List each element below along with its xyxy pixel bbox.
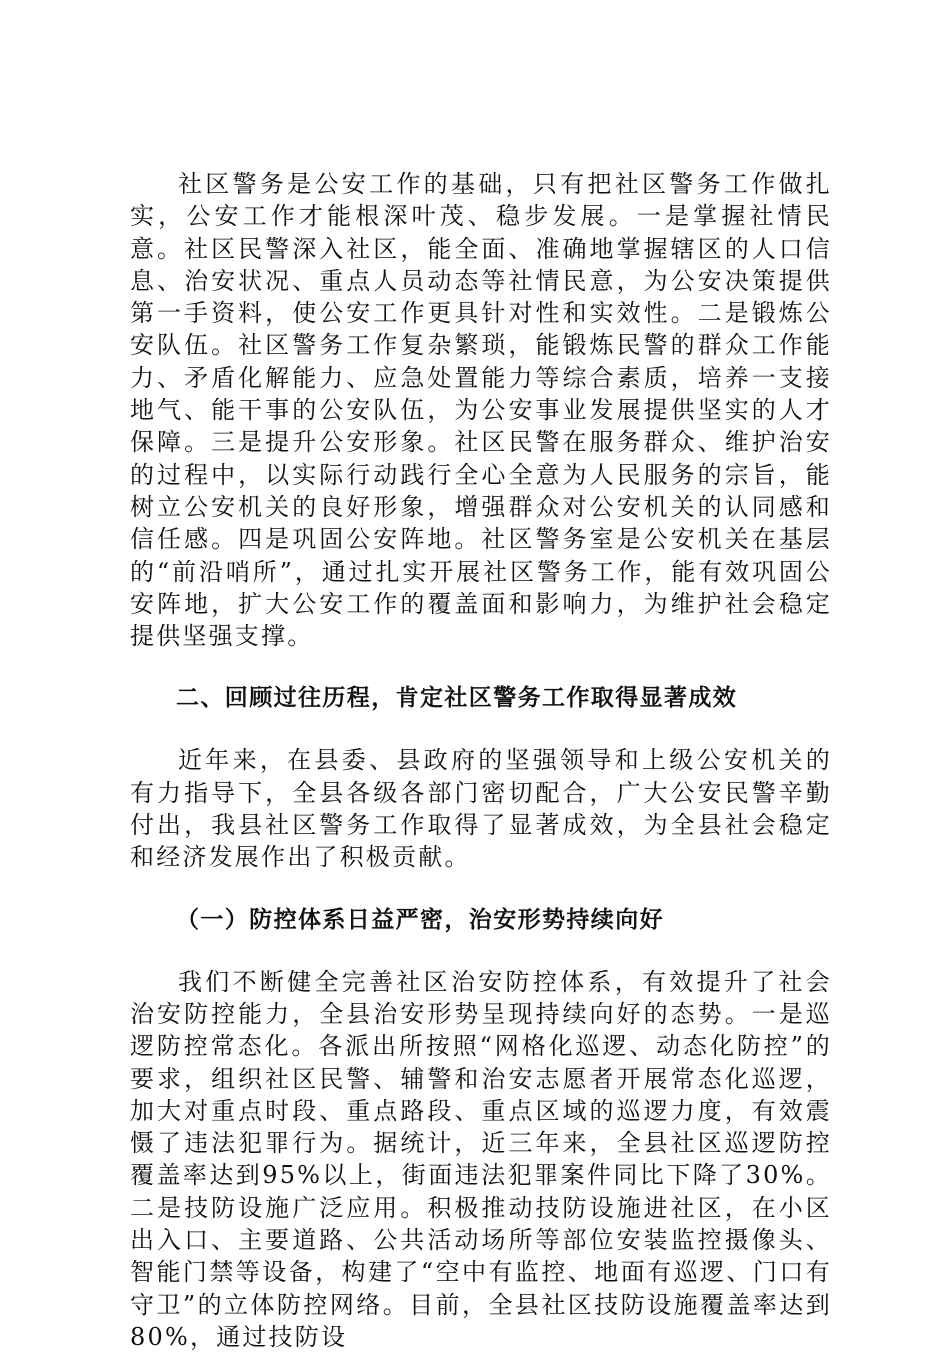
document-body <box>130 168 832 1353</box>
paragraph-prevention-system: 我们不断健全完善社区治安防控体系，有效提升了社会治安防控能力，全县治安形势呈现持续向好的态势。一是巡逻防控常态化。各派出所按照“网格化巡逻、动态化防控”的要求，组织社区民警、辅警和治安志愿者开展常态化巡逻，加大对重点时段、重点路段、重点区域的巡逻力度，有效震慑了违法犯罪行为。据统计，近三年来，全县社区巡逻防控覆盖率达到95%以上，街面违法犯罪案件同比下降了30%。二是技防设施广泛应用。积极推动技防设施进社区，在小区出入口、主要道路、公共活动场所等部位安装监控摄像头、智能门禁等设备，构建了“空中有监控、地面有巡逻、门口有守卫”的立体防控网络。目前，全县社区技防设施覆盖率达到80%，通过技防设 <box>130 967 832 1351</box>
subsection-heading-1: （一）防控体系日益严密，治安形势持续向好 <box>176 906 664 933</box>
paragraph-significance: 社区警务是公安工作的基础，只有把社区警务工作做扎实，公安工作才能根深叶茂、稳步发展。一是掌握社情民意。社区民警深入社区，能全面、准确地掌握辖区的人口信息、治安状况、重点人员动态等社情民意，为公安决策提供第一手资料，使公安工作更具针对性和实效性。二是锻炼公安队伍。社区警务工作复杂繁琐，能锻炼民警的群众工作能力、矛盾化解能力、应急处置能力等综合素质，培养一支接地气、能干事的公安队伍，为公安事业发展提供坚实的人才保障。三是提升公安形象。社区民警在服务群众、维护治安的过程中，以实际行动践行全心全意为人民服务的宗旨，能树立公安机关的良好形象，增强群众对公安机关的认同感和信任感。四是巩固公安阵地。社区警务室是公安机关在基层的“前沿哨所”，通过扎实开展社区警务工作，能有效巩固公安阵地，扩大公安工作的覆盖面和影响力，为维护社会稳定提供坚强支撑。 <box>130 170 832 651</box>
paragraph-intro-achievements: 近年来，在县委、县政府的坚强领导和上级公安机关的有力指导下，全县各级各部门密切配合，广大公安民警辛勤付出，我县社区警务工作取得了显著成效，为全县社会稳定和经济发展作出了积极贡献。 <box>130 746 832 872</box>
section-heading-2: 二、回顾过往历程，肯定社区警务工作取得显著成效 <box>176 685 738 712</box>
